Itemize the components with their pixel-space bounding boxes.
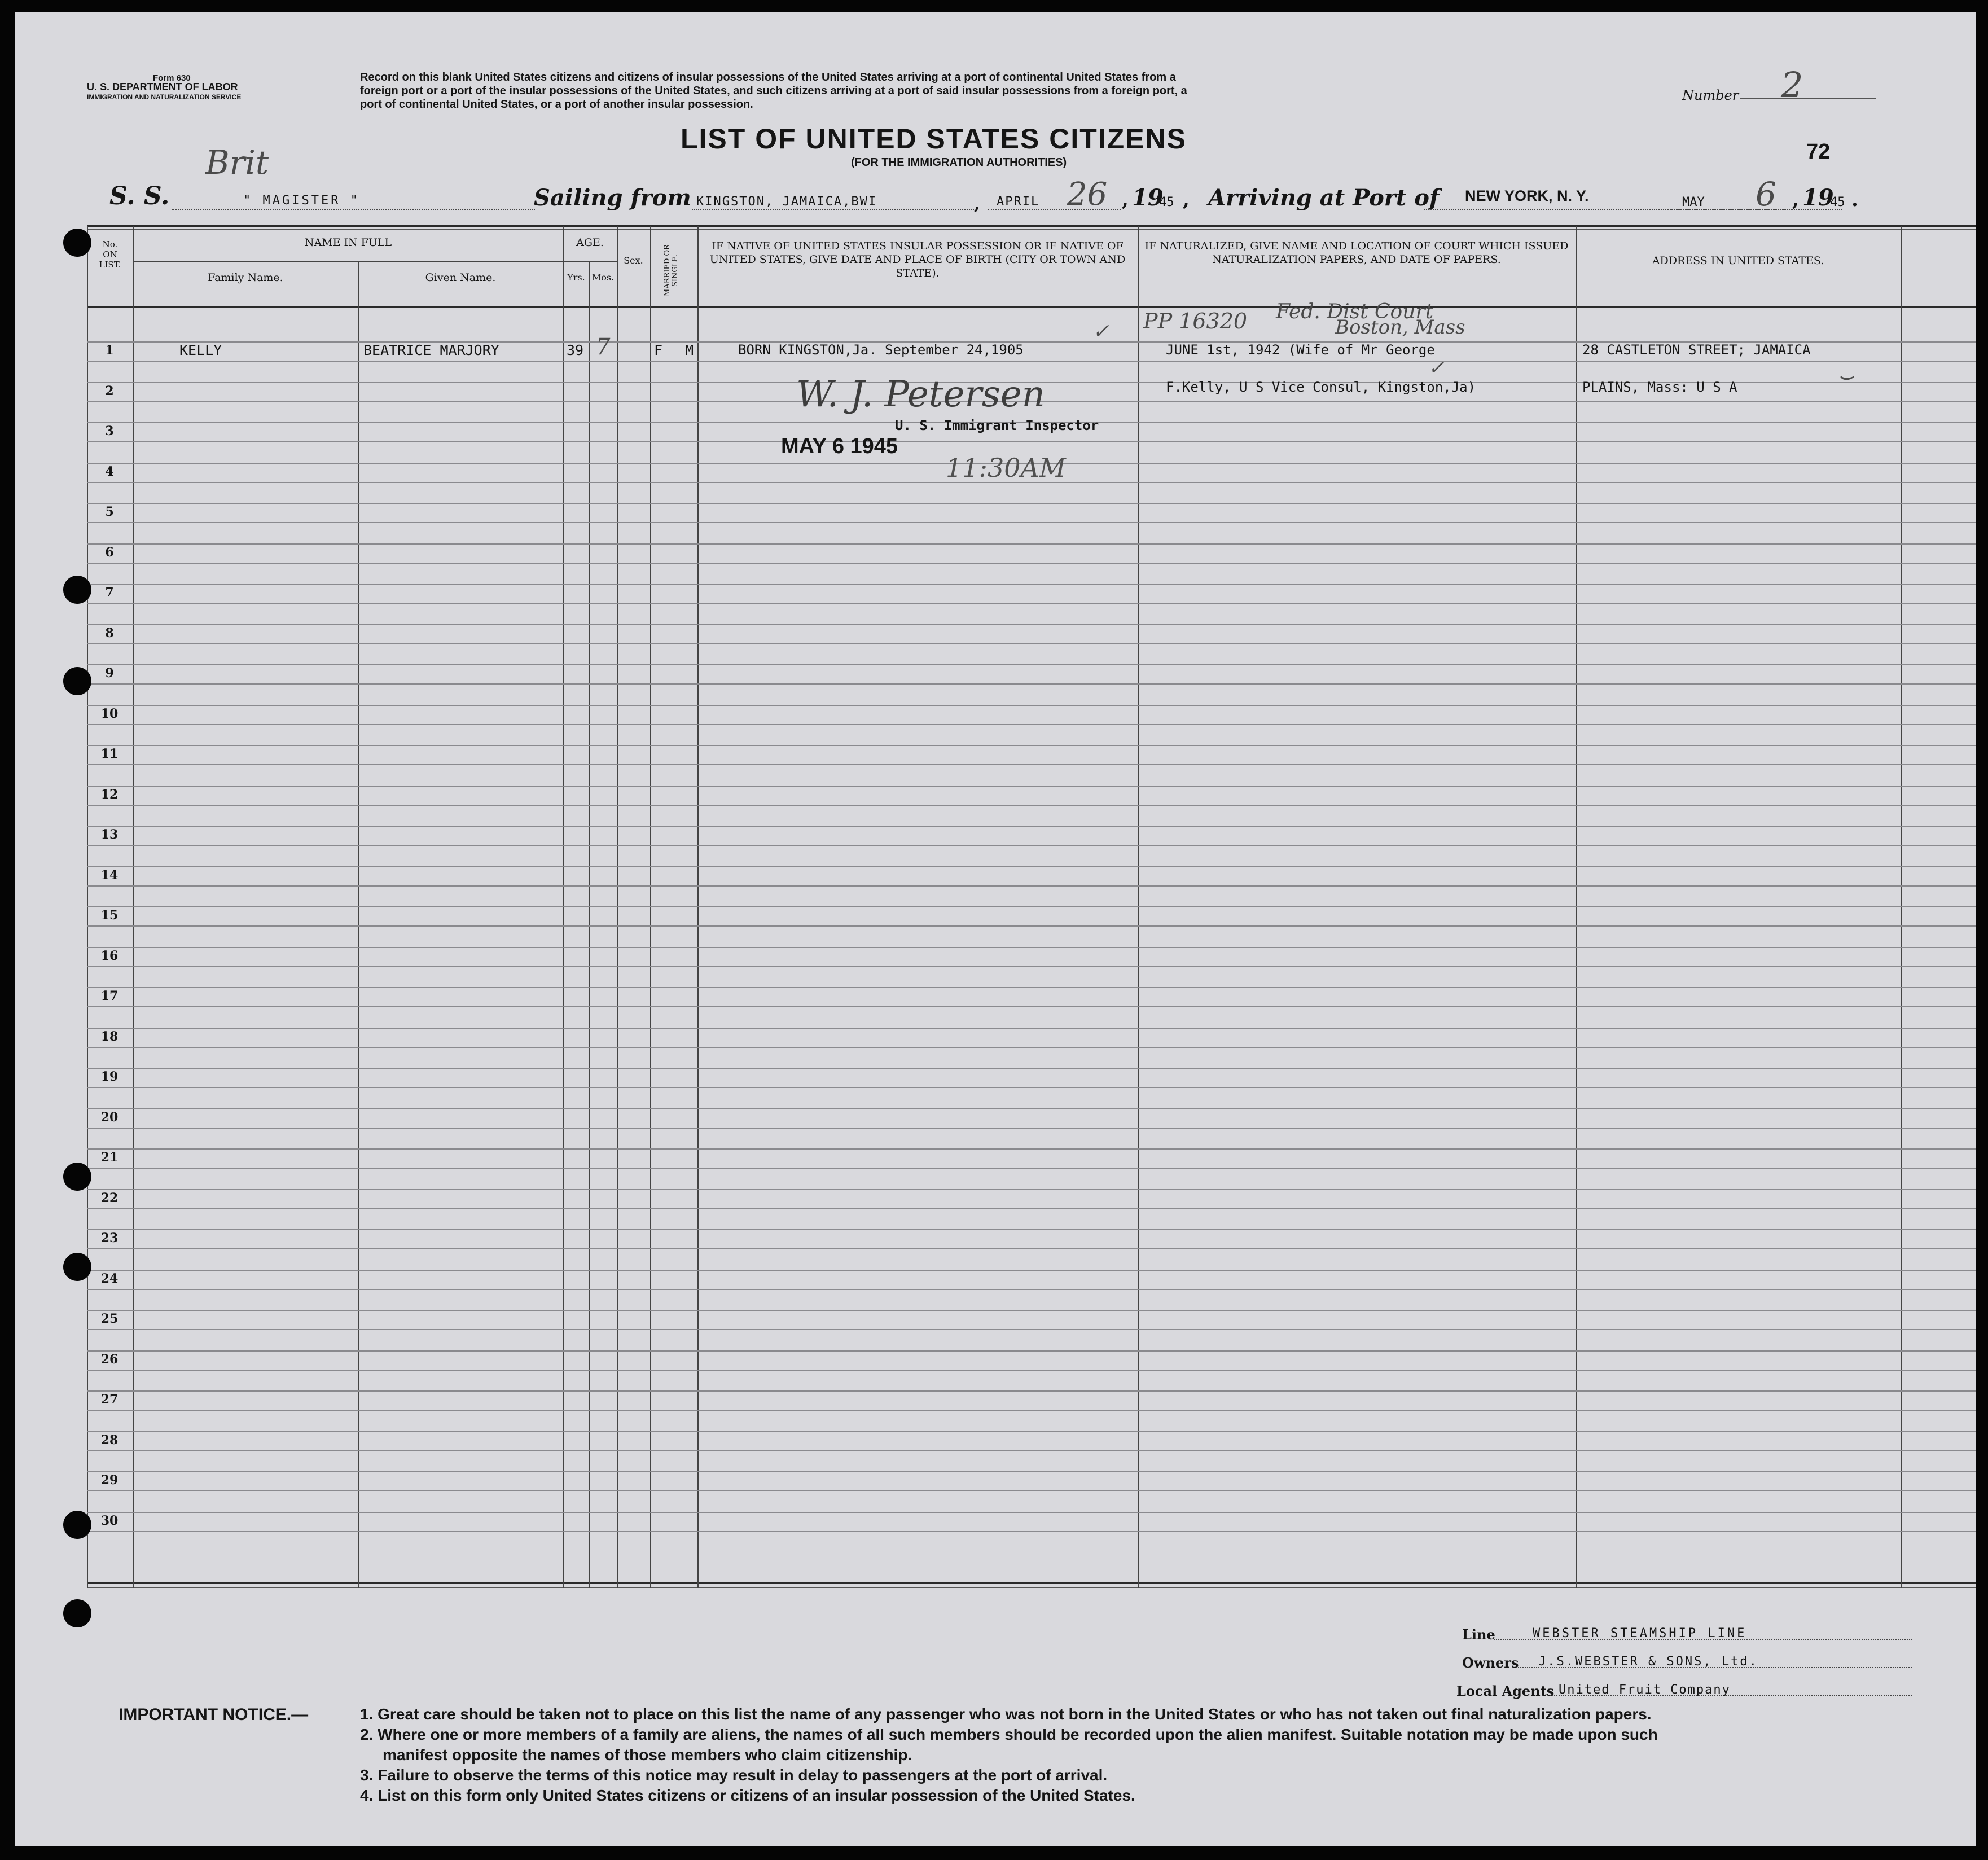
grid-bottom-rule-2 <box>87 1587 1976 1588</box>
row-rule <box>87 1289 1976 1290</box>
page-title: LIST OF UNITED STATES CITIZENS <box>681 123 1187 155</box>
row-rule <box>87 1450 1976 1451</box>
row-rule <box>87 1350 1976 1352</box>
row-rule <box>87 1208 1976 1209</box>
notice-item: 2. Where one or more members of a family are aliens, the names of all such members should be recorded upon the alien manifest. Suitable notation may be made upon such <box>360 1726 1658 1743</box>
row-rule <box>87 361 1976 362</box>
arrive-year: 45 <box>1830 195 1845 209</box>
ship-underline <box>172 209 535 210</box>
col-rule <box>589 261 590 1588</box>
row-rule <box>87 1168 1976 1169</box>
row-rule <box>87 925 1976 927</box>
row-rule <box>87 1006 1976 1007</box>
ship-name: " MAGISTER " <box>243 194 360 208</box>
line-label: Line <box>1462 1626 1495 1643</box>
comma: , <box>1122 188 1129 211</box>
row-number: 19 <box>100 1069 119 1084</box>
row-rule <box>87 1512 1976 1513</box>
row-rule <box>87 563 1976 564</box>
depart-year-prefix: 19 <box>1132 185 1164 211</box>
grid-top-rule <box>87 225 1976 227</box>
sex-cell: F <box>654 342 663 358</box>
page-number: 72 <box>1806 140 1831 164</box>
arrive-day: 6 <box>1756 175 1776 213</box>
line-value: WEBSTER STEAMSHIP LINE <box>1533 1626 1747 1640</box>
sailing-from: KINGSTON, JAMAICA,BWI <box>696 195 877 209</box>
header-no-on-list: No. ON LIST. <box>99 239 121 270</box>
arriving-label: Arriving at Port of <box>1208 185 1440 211</box>
check-mark: ✓ <box>1428 357 1445 379</box>
row-number: 27 <box>100 1392 119 1407</box>
row-number: 6 <box>105 545 114 560</box>
row-rule <box>87 845 1976 846</box>
row-number: 4 <box>105 464 114 479</box>
inspector-stamp-title: U. S. Immigrant Inspector <box>895 418 1099 433</box>
arrival-port: NEW YORK, N. Y. <box>1465 187 1589 204</box>
row-number: 28 <box>100 1432 119 1447</box>
row-number: 20 <box>100 1109 119 1125</box>
row-rule <box>87 603 1976 604</box>
row-number: 24 <box>100 1271 119 1286</box>
depart-month: APRIL <box>997 195 1040 209</box>
row-number: 8 <box>105 625 114 641</box>
header-name-in-full: NAME IN FULL <box>304 236 392 249</box>
court-city: Boston, Mass <box>1335 316 1465 339</box>
binder-hole <box>63 1511 91 1539</box>
header-married: MARRIED OR SINGLE. <box>663 244 679 296</box>
binder-hole <box>63 576 91 604</box>
row-rule <box>87 1370 1976 1371</box>
nationality-note: Brit <box>205 143 269 182</box>
row-rule <box>87 1068 1976 1069</box>
row-rule <box>87 1148 1976 1150</box>
court-note: PP 16320 <box>1143 309 1248 334</box>
naturalized-line-1: JUNE 1st, 1942 (Wife of Mr George <box>1166 342 1435 358</box>
depart-day: 26 <box>1067 176 1108 213</box>
row-number: 25 <box>100 1311 119 1326</box>
row-rule <box>87 966 1976 967</box>
grid-top-rule-2 <box>87 229 1976 230</box>
number-label: Number <box>1682 87 1739 103</box>
married-cell: M <box>685 342 694 358</box>
row-rule <box>87 1047 1976 1048</box>
comma: , <box>1792 188 1799 211</box>
row-number: 18 <box>100 1029 119 1044</box>
row-rule <box>87 764 1976 765</box>
number-underline <box>1740 98 1876 99</box>
row-number: 29 <box>100 1473 119 1488</box>
row-rule <box>87 885 1976 887</box>
row-rule <box>87 1108 1976 1109</box>
comma: , <box>1183 188 1190 211</box>
row-rule <box>87 866 1976 867</box>
page-subtitle: (FOR THE IMMIGRATION AUTHORITIES) <box>851 156 1067 169</box>
row-rule <box>87 1410 1976 1411</box>
col-rule <box>358 261 359 1588</box>
row-rule <box>87 664 1976 665</box>
row-number: 30 <box>100 1513 119 1528</box>
court-handwritten: Fed. Dist Court <box>1276 300 1434 323</box>
row-rule <box>87 1471 1976 1472</box>
row-number: 12 <box>100 787 119 802</box>
row-number: 21 <box>100 1150 119 1165</box>
instructions <box>360 71 1187 111</box>
header-given-name: Given Name. <box>425 271 496 284</box>
row-rule <box>87 786 1976 787</box>
row-rule <box>87 1531 1976 1532</box>
grid-bottom-rule <box>87 1582 1976 1584</box>
row-rule <box>87 683 1976 685</box>
months-cell: 7 <box>596 334 611 360</box>
arrive-year-prefix: 19 <box>1802 185 1834 211</box>
header-native: IF NATIVE OF UNITED STATES INSULAR POSSESSION OR IF NATIVE OF UNITED STATES, GIVE DATE AND PLACE OF BIRTH (CITY OR TOWN AND STATE). <box>709 240 1126 279</box>
service-name: IMMIGRATION AND NATURALIZATION SERVICE <box>87 93 242 101</box>
row-rule <box>87 1189 1976 1190</box>
row-rule <box>87 1490 1976 1491</box>
binder-hole <box>63 667 91 695</box>
years-cell: 39 <box>567 342 584 358</box>
address-line-1: 28 CASTLETON STREET; JAMAICA <box>1582 342 1811 358</box>
notice-item: 1. Great care should be taken not to place on this list the name of any passenger who was not born in the United States or who has not taken out final naturalization papers. <box>360 1705 1652 1723</box>
row-number: 17 <box>100 989 119 1003</box>
row-rule <box>87 1329 1976 1330</box>
row-number: 1 <box>105 343 114 358</box>
owners-value: J.S.WEBSTER & SONS, Ltd. <box>1538 1655 1758 1669</box>
sailing-underline <box>692 209 974 210</box>
row-number: 5 <box>105 505 114 519</box>
row-rule <box>87 441 1976 442</box>
header-mos: Mos. <box>591 272 615 283</box>
notice-item: 3. Failure to observe the terms of this notice may result in delay to passengers at the port of arrival. <box>360 1766 1108 1784</box>
form-number: Form 630 <box>153 73 191 83</box>
inspection-time: 11:30AM <box>946 453 1066 483</box>
row-rule <box>87 724 1976 725</box>
birth-cell: BORN KINGSTON,Ja. September 24,1905 <box>738 342 1024 358</box>
binder-hole <box>63 229 91 257</box>
notice-item: 4. List on this form only United States citizens or citizens of an insular possession of the United States. <box>360 1787 1135 1804</box>
instruction-line: Record on this blank United States citizens and citizens of insular possessions of the United States arriving at a port of continental United States from a <box>360 71 1176 84</box>
header-sex: Sex. <box>624 255 643 266</box>
row-rule <box>87 624 1976 625</box>
header-age: AGE. <box>576 236 604 249</box>
period: . <box>1851 188 1858 211</box>
row-number: 11 <box>100 747 119 761</box>
notice-heading: IMPORTANT NOTICE.— <box>119 1705 309 1724</box>
binder-hole <box>63 1253 91 1281</box>
naturalized-line-2: F.Kelly, U S Vice Consul, Kingston,Ja) <box>1166 379 1476 395</box>
binder-hole <box>63 1599 91 1628</box>
header-address: ADDRESS IN UNITED STATES. <box>1652 255 1824 267</box>
department-name: U. S. DEPARTMENT OF LABOR <box>87 81 238 93</box>
row-rule <box>87 906 1976 907</box>
row-number: 3 <box>105 424 114 438</box>
row-rule <box>87 543 1976 545</box>
row-number: 15 <box>100 908 119 923</box>
header-family-name: Family Name. <box>208 271 283 284</box>
check-mark: ⌣ <box>1837 361 1854 390</box>
number-value: 2 <box>1781 64 1803 106</box>
row-rule <box>87 1390 1976 1392</box>
inspector-signature: W. J. Petersen <box>796 374 1045 415</box>
row-number: 16 <box>100 948 119 963</box>
comma: , <box>974 194 980 214</box>
notice-item: manifest opposite the names of those members who claim citizenship. <box>383 1746 912 1764</box>
row-rule <box>87 1128 1976 1129</box>
given-name-cell: BEATRICE MARJORY <box>363 342 499 358</box>
row-rule <box>87 805 1976 806</box>
ss-label: S. S. <box>109 182 170 210</box>
instruction-line: port of continental United States, or a port of another insular possession. <box>360 98 753 111</box>
row-number: 22 <box>100 1190 119 1205</box>
address-line-2: PLAINS, Mass: U S A <box>1582 379 1737 395</box>
arrive-month: MAY <box>1682 195 1705 209</box>
row-rule <box>87 503 1976 504</box>
owners-label: Owners <box>1462 1655 1519 1671</box>
row-rule <box>87 1431 1976 1432</box>
row-rule <box>87 584 1976 585</box>
row-rule <box>87 1270 1976 1271</box>
check-mark: ✓ <box>1092 320 1110 343</box>
row-rule <box>87 705 1976 706</box>
row-number: 26 <box>100 1352 119 1367</box>
row-number: 9 <box>105 666 114 681</box>
header-married-wrap <box>664 237 681 304</box>
row-rule <box>87 1229 1976 1230</box>
row-number: 13 <box>100 827 119 842</box>
row-number: 7 <box>105 585 114 600</box>
row-rule <box>87 522 1976 523</box>
inspector-stamp-date: MAY 6 1945 <box>781 435 898 458</box>
row-number: 2 <box>105 383 114 398</box>
row-rule <box>87 1028 1976 1029</box>
row-rule <box>87 643 1976 644</box>
agents-label: Local Agents <box>1456 1683 1555 1699</box>
name-sub-rule <box>133 261 568 262</box>
row-rule <box>87 826 1976 827</box>
row-rule <box>87 745 1976 746</box>
header-bottom-rule <box>87 306 1976 308</box>
row-number: 14 <box>100 867 119 883</box>
instruction-line: foreign port or a port of the insular possessions of the United States, and such citizens arriving at a port of said insular possessions from a foreign port, a <box>360 85 1187 97</box>
row-rule <box>87 1248 1976 1249</box>
header-yrs: Yrs. <box>567 272 585 283</box>
manifest-sheet <box>15 12 1976 1846</box>
row-number: 23 <box>100 1231 119 1245</box>
row-number: 10 <box>100 706 119 721</box>
depart-year: 45 <box>1159 195 1174 209</box>
family-name-cell: KELLY <box>179 342 222 358</box>
row-rule <box>87 947 1976 948</box>
row-rule <box>87 1087 1976 1088</box>
binder-hole <box>63 1162 91 1191</box>
row-rule <box>87 987 1976 988</box>
sailing-label: Sailing from <box>534 185 691 211</box>
row-rule <box>87 1310 1976 1311</box>
header-naturalized: IF NATURALIZED, GIVE NAME AND LOCATION OF COURT WHICH ISSUED NATURALIZATION PAPERS, AND DATE OF PAPERS. <box>1144 240 1569 266</box>
agents-value: United Fruit Company <box>1559 1683 1731 1697</box>
